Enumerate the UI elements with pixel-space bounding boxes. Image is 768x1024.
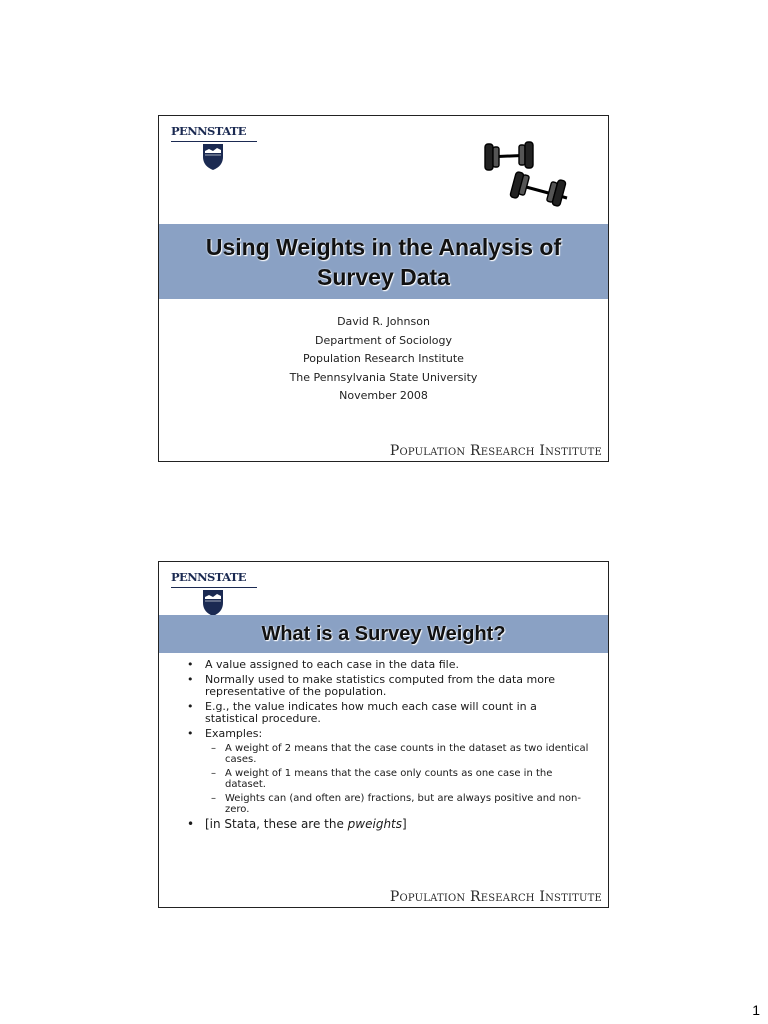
bullet-icon: • xyxy=(187,673,194,686)
title-slide xyxy=(158,115,609,462)
logo-rule xyxy=(171,587,257,588)
author-university: The Pennsylvania State University xyxy=(289,370,478,384)
page-number: 1 xyxy=(752,1002,760,1018)
bullet-icon: • xyxy=(187,658,194,671)
sub-bullet-text: A weight of 2 means that the case counts in the dataset as two identical cases. xyxy=(225,743,589,765)
dash-icon: – xyxy=(211,768,216,779)
sub-list-item xyxy=(173,743,593,765)
list-item xyxy=(173,728,593,740)
bullet-icon: • xyxy=(187,700,194,713)
logo-rule xyxy=(171,141,257,142)
sub-bullet-text: A weight of 1 means that the case only counts as one case in the dataset. xyxy=(225,768,553,790)
logo-text: PENNSTATE xyxy=(171,570,246,584)
title-band xyxy=(159,615,608,653)
list-item xyxy=(173,818,593,830)
logo-text: PENNSTATE xyxy=(171,124,246,138)
slide-footer: Population Research Institute xyxy=(389,889,602,905)
sub-list-item xyxy=(173,793,593,815)
dash-icon: – xyxy=(211,793,216,804)
title-band xyxy=(159,224,608,299)
author-block xyxy=(159,313,608,406)
bullet-list xyxy=(173,659,593,833)
author-institute: Population Research Institute xyxy=(303,352,464,366)
bullet-text: E.g., the value indicates how much each case will count in a statistical procedure. xyxy=(205,700,537,725)
list-item xyxy=(173,674,593,698)
slide-title: What is a Survey Weight? xyxy=(261,622,506,645)
bullet-text: Normally used to make statistics computed from the data more representative of the population. xyxy=(205,673,555,698)
shield-icon xyxy=(201,589,225,617)
bullet-text-suffix: ] xyxy=(402,817,407,831)
bullet-emphasis: pweights xyxy=(347,817,402,831)
definition-slide xyxy=(158,561,609,908)
bullet-text-prefix: [in Stata, these are the xyxy=(205,817,348,831)
author-name: David R. Johnson xyxy=(337,315,430,328)
sub-list-item xyxy=(173,768,593,790)
pennstate-logo xyxy=(171,124,261,168)
shield-icon xyxy=(201,143,225,171)
dumbbells-icon xyxy=(475,136,575,216)
list-item xyxy=(173,701,593,725)
slide-footer: Population Research Institute xyxy=(389,443,602,459)
bullet-icon: • xyxy=(187,817,195,831)
dash-icon: – xyxy=(211,743,216,754)
slide-title: Using Weights in the Analysis of Survey Data xyxy=(205,233,562,290)
pennstate-logo xyxy=(171,570,261,614)
author-department: Department of Sociology xyxy=(315,333,452,347)
sub-bullet-text: Weights can (and often are) fractions, but are always positive and non-zero. xyxy=(225,793,582,815)
bullet-text: A value assigned to each case in the data file. xyxy=(205,658,459,671)
author-date: November 2008 xyxy=(339,389,428,403)
list-item xyxy=(173,659,593,671)
bullet-icon: • xyxy=(187,727,194,740)
bullet-text: Examples: xyxy=(205,727,263,740)
